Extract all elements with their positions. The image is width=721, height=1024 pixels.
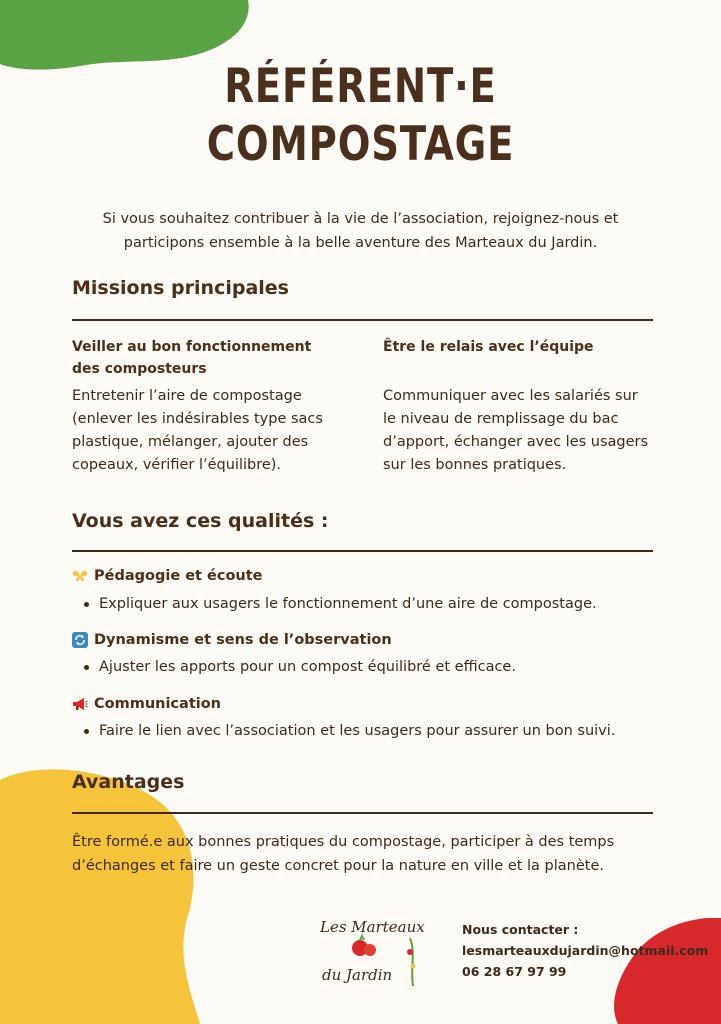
benefits-divider [72,812,653,814]
mission-left-text: Entretenir l’aire de compostage (enlever les indésirables type sacs plastique, mélanger, ajouter des copeaux, vérifier l’équilibre). [72,388,323,473]
page-title [65,58,656,174]
mission-right-text: Communiquer avec les salariés sur le niveau de remplissage du bac d’apport, échanger avec les usagers sur les bonnes pratiques. [383,388,649,473]
logo-line-1: Les Marteaux [320,918,425,936]
yellow-blob-decoration [0,765,215,1024]
intro-text: Si vous souhaitez contribuer à la vie de l’association, rejoignez-nous et participons ensemble à la belle aventure des Marteaux du Jardin. [102,211,619,251]
title-line-2: COMPOSTAGE [206,117,515,172]
benefits-heading: Avantages [72,771,185,793]
missions-divider [72,319,653,321]
quality-title-2: Dynamisme et sens de l’observation [94,632,392,648]
contact-label: Nous contacter : [462,922,579,937]
quality-title-1: Pédagogie et écoute [94,568,263,584]
quality-item-2 [84,659,516,675]
quality-heading-3 [72,696,221,712]
bullet-icon [84,602,89,607]
bullet-icon [84,665,89,670]
association-logo [318,908,436,990]
bullet-icon [84,729,89,734]
quality-text-2: Ajuster les apports pour un compost équilibré et efficace. [99,659,516,675]
quality-title-3: Communication [94,696,222,712]
contact-block [462,919,708,982]
mission-left-title: Veiller au bon fonctionnement des composteurs [72,339,312,377]
title-line-1: RÉFÉRENT·E [224,59,497,114]
quality-text-3: Faire le lien avec l’association et les usagers pour assurer un bon suivi. [99,723,616,739]
quality-item-1 [84,596,597,612]
qualities-heading: Vous avez ces qualités : [72,510,329,532]
missions-heading: Missions principales [72,277,289,299]
qualities-divider [72,550,653,552]
mission-right-title: Être le relais avec l’équipe [383,339,594,355]
cycle-arrows-icon [72,632,88,648]
quality-heading-1 [72,568,263,584]
logo-line-2: du Jardin [322,966,393,984]
quality-item-3 [84,723,615,739]
butterfly-icon [72,569,88,583]
quality-text-1: Expliquer aux usagers le fonctionnement d’une aire de compostage. [99,596,597,612]
benefits-text: Être formé.e aux bonnes pratiques du compostage, participer à des temps d’échanges et faire un geste concret pour la nature en ville et la planète. [72,834,615,874]
contact-email[interactable]: lesmarteauxdujardin@hotmail.com [462,943,709,958]
megaphone-icon [72,697,88,711]
quality-heading-2 [72,632,392,648]
contact-phone[interactable]: 06 28 67 97 99 [462,964,567,979]
